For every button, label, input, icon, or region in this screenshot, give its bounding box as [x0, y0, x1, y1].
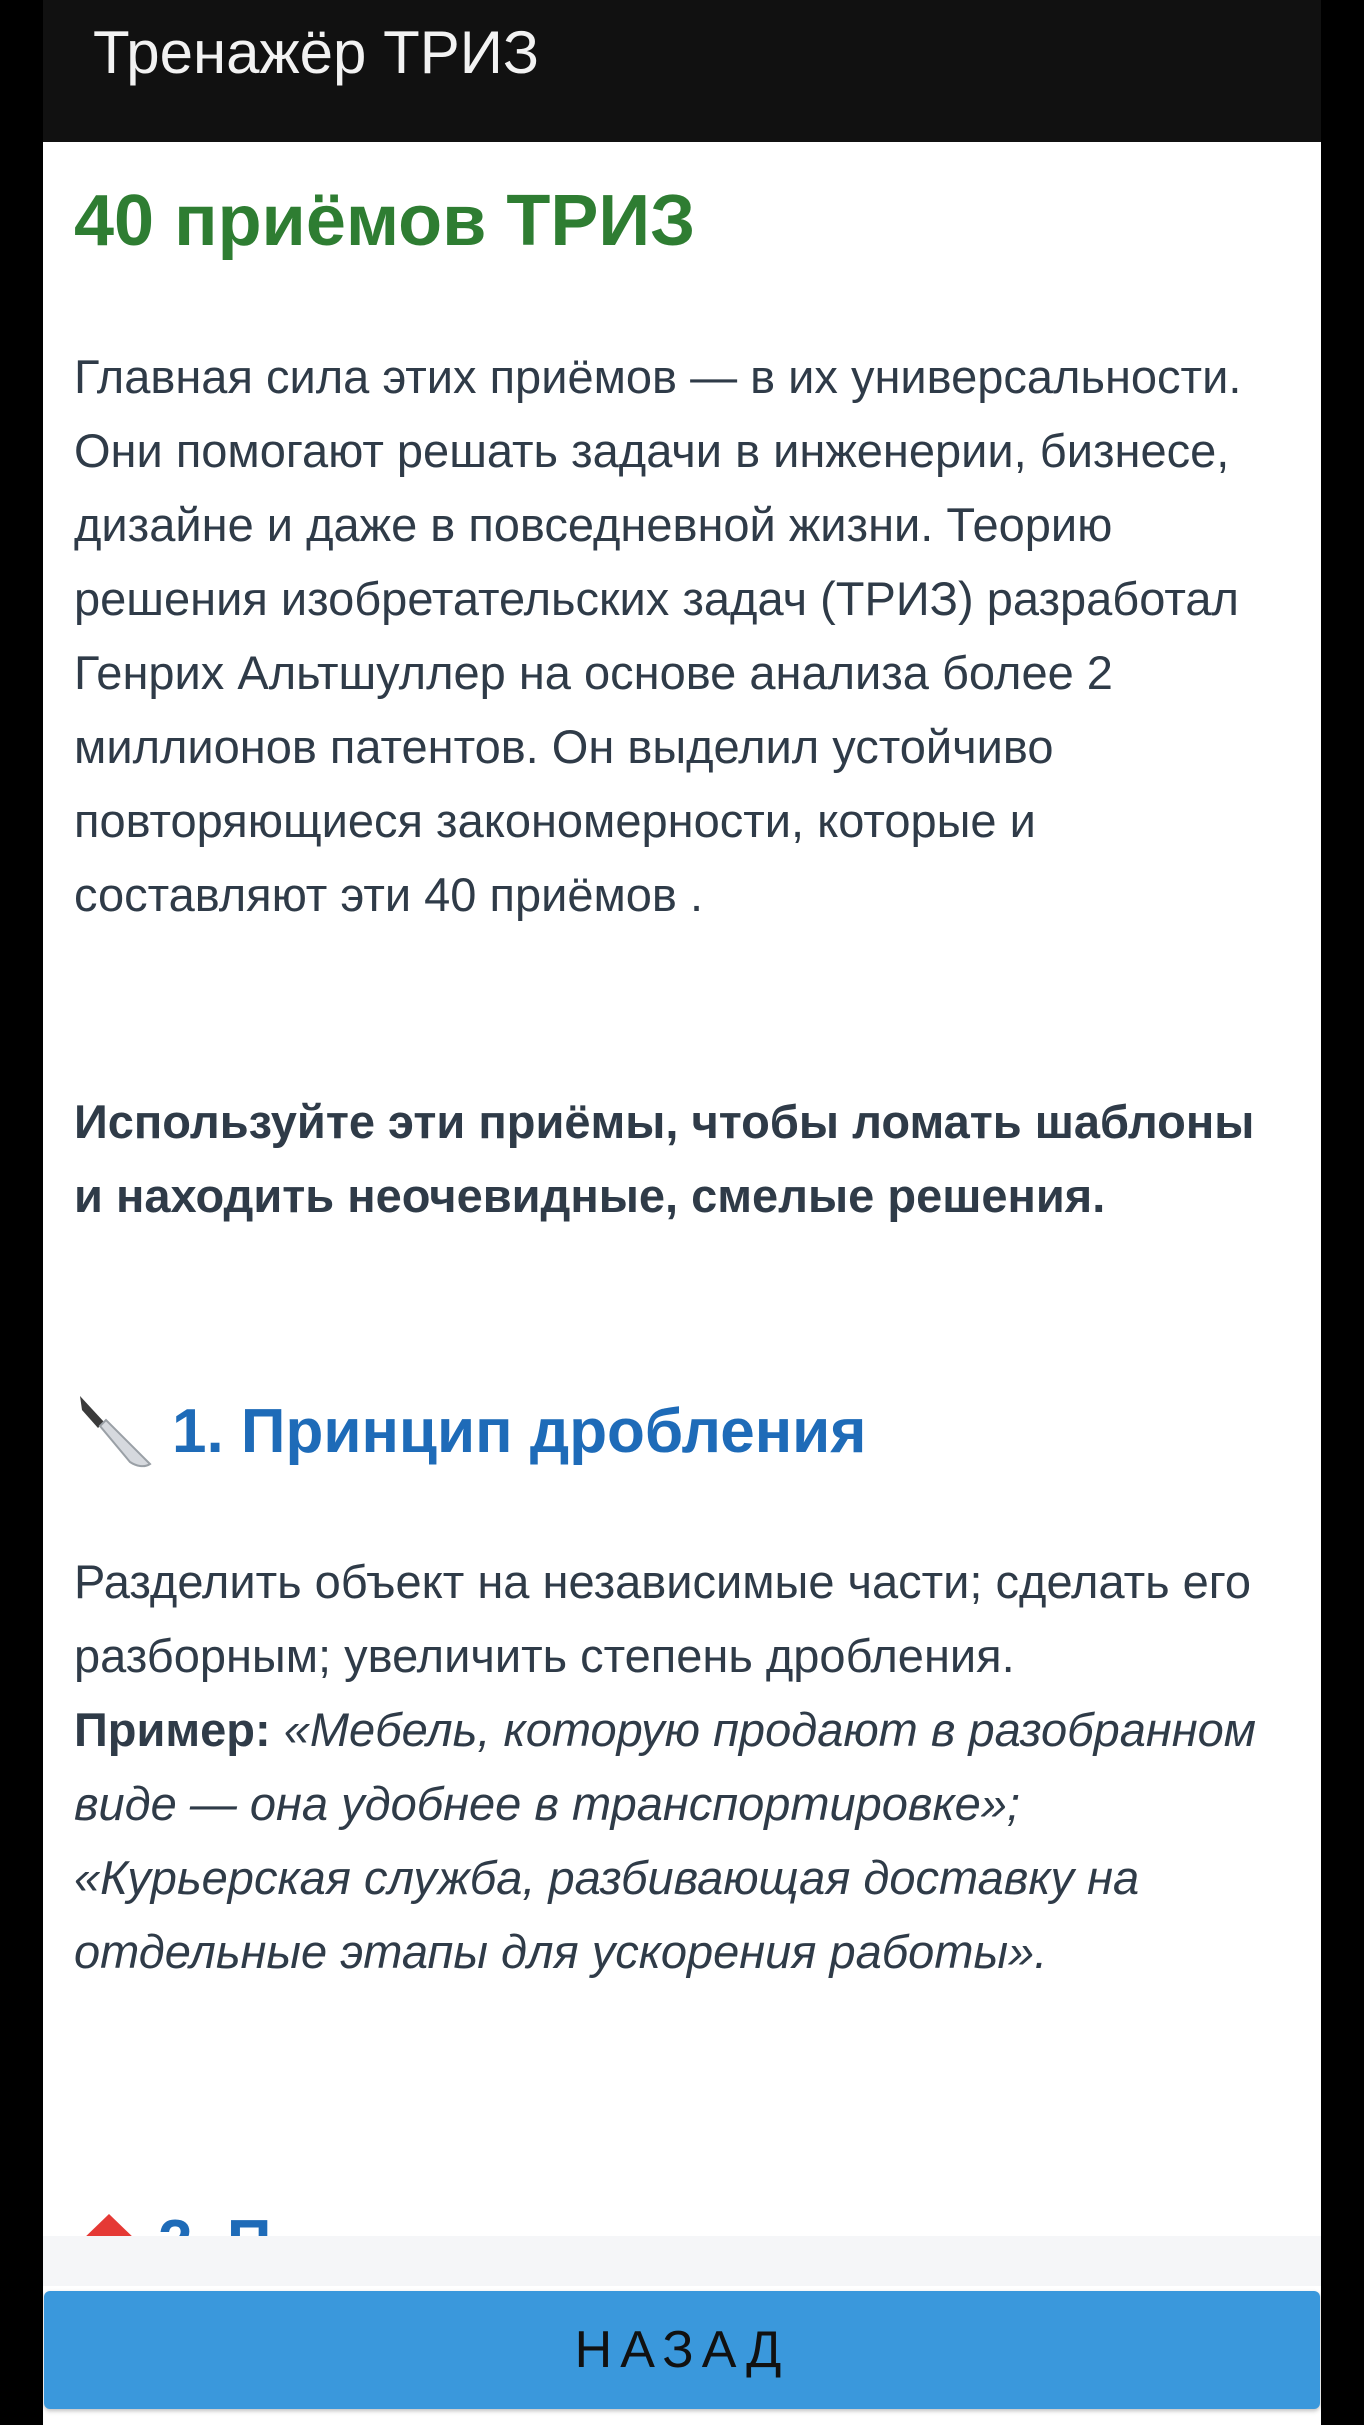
- app-screen: [43, 0, 1321, 2425]
- principle-1-heading: [74, 1387, 866, 1477]
- knife-icon: [74, 1392, 154, 1472]
- callout-text: Используйте эти приёмы, чтобы ломать шаблоны и находить неочевидные, смелые решения.: [74, 1095, 1255, 1222]
- principle-1-title: 1. Принцип дробления: [172, 1397, 867, 1466]
- principle-1-body: [74, 1545, 1290, 1989]
- app-bar: [43, 0, 1321, 142]
- intro-paragraph: Главная сила этих приёмов — в их универсальности. Они помогают решать задачи в инженерии, бизнесе, дизайне и даже в повседневной жизни. Теорию решения изобретательских задач (ТРИЗ) разработал Генрих Альтшуллер на основе анализа более 2 миллионов патентов. Он выделил устойчиво повторяющиеся закономерности, которые и составляют эти 40 приёмов .: [74, 350, 1242, 921]
- principle-1-description: Разделить объект на независимые части; сделать его разборным; увеличить степень дробления.: [74, 1555, 1252, 1682]
- example-text: «Мебель, которую продают в разобранном виде — она удобнее в транспортировке»; «Курьерская служба, разбивающая доставку на отдельные этапы для ускорения работы».: [74, 1703, 1256, 1978]
- app-title: Тренажёр ТРИЗ: [93, 19, 540, 86]
- back-button[interactable]: НАЗАД: [44, 2291, 1320, 2409]
- content-scroll-area[interactable]: [74, 142, 1290, 2242]
- example-label: Пример:: [74, 1703, 271, 1756]
- principle-1-example: [74, 1693, 1290, 1989]
- footer-divider: [43, 2236, 1321, 2286]
- page-title: 40 приёмов ТРИЗ: [74, 181, 696, 261]
